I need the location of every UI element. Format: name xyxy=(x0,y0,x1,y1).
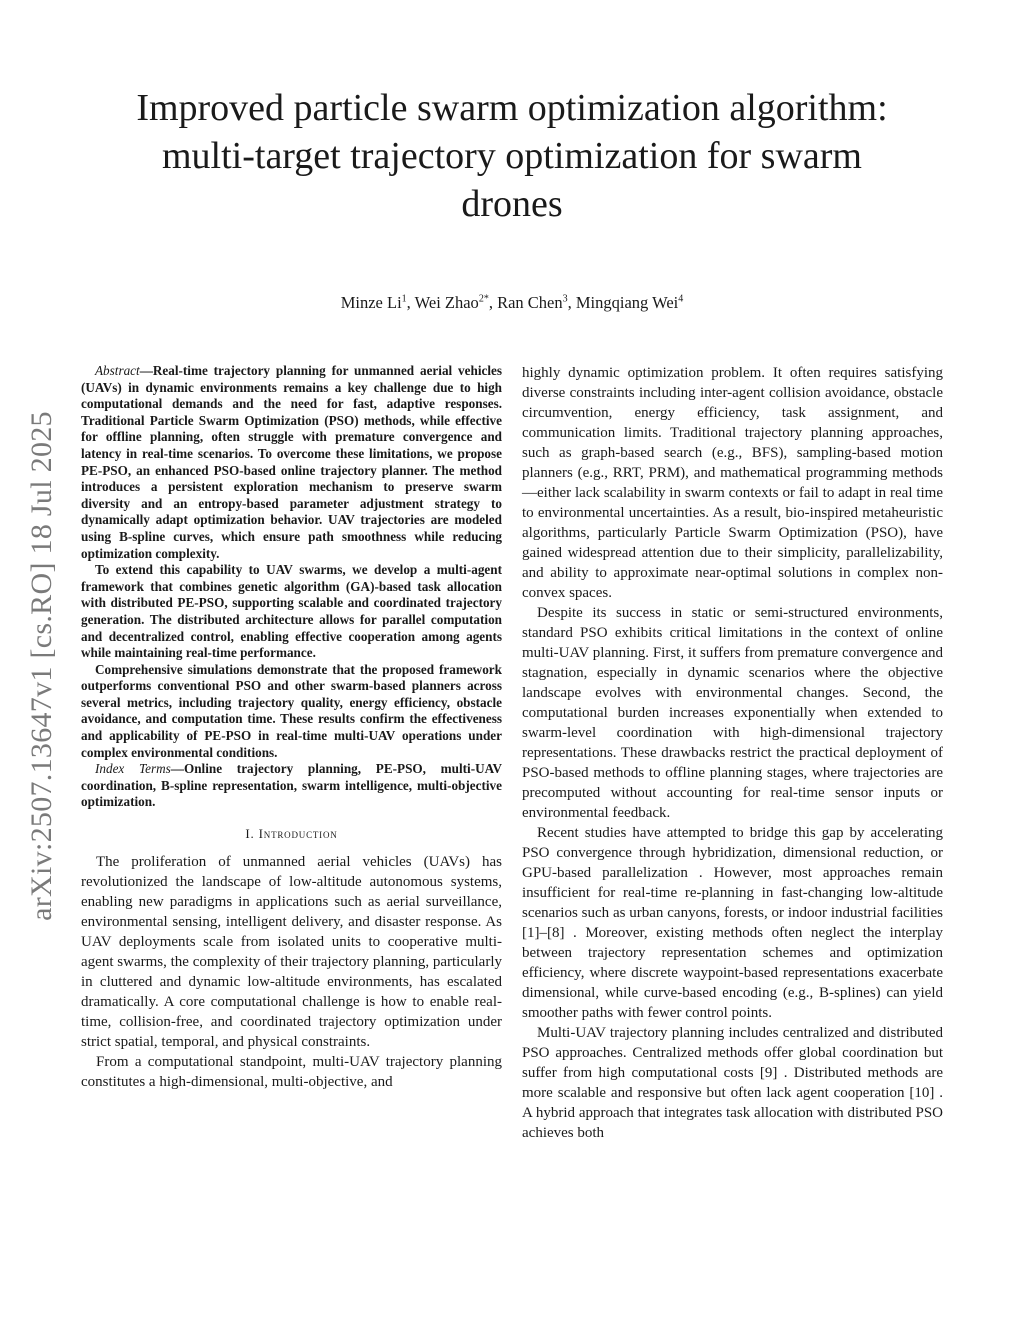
author-affiliation: 3 xyxy=(562,293,568,305)
author-list: Minze Li$^1$, Wei Zhao$^{2*}$, Ran Chen$^3$, Mingqiang Wei$^4$ xyxy=(340,293,684,312)
body-paragraph: The proliferation of unmanned aerial vehicles (UAVs) has revolutionized the landscape of low-altitude autonomous systems, enabling new paradigms in applications such as aerial surveillance, environmental sensing, intelligent delivery, and disaster response. As UAV deployments scale from isolated units to cooperative multi-agent swarms, the complexity of their trajectory planning, particularly in cluttered and dynamic low-altitude environments, has escalated dramatically. A core computational challenge is how to enable real-time, collision-free, and coordinated trajectory optimization under strict spatial, temporal, and physical constraints. xyxy=(81,854,502,1051)
body-paragraph: Recent studies have attempted to bridge this gap by accelerating PSO convergence through hybridization, dimensional reduction, or GPU-based parallelization . However, most approaches remain insufficient for real-time re-planning in fast-changing low-altitude scenarios such as urban canyons, forests, or indoor industrial facilities [1]–[8] . Moreover, existing methods often neglect the interplay between trajectory representation schemes and optimization efficiency, where discrete waypoint-based representations exacerbate dimensional, while curve-based encoding (e.g., B-splines) can yield smoother paths with fewer control points. xyxy=(522,825,943,1021)
title-line: multi-target trajectory optimization for swarm xyxy=(162,135,862,177)
left-column xyxy=(81,363,502,1092)
author-affiliation: 1 xyxy=(401,293,407,305)
abstract-paragraph: To extend this capability to UAV swarms, we develop a multi-agent framework that combines genetic algorithm (GA)-based task allocation with distributed PE-PSO, supporting scalable and coordinated trajectory generation. The distributed architecture allows for parallel computation and decentralized control, enabling effective cooperation among agents while maintaining real-time performance. xyxy=(81,562,502,661)
body-paragraph: Multi-UAV trajectory planning includes centralized and distributed PSO approaches. Centralized methods offer global coordination but suffer from high computational costs [9] . Distributed methods are more scalable and responsive but often lack agent cooperation [10] . A hybrid approach that integrates task allocation with distributed PSO achieves both xyxy=(522,1025,943,1141)
body-paragraph: highly dynamic optimization problem. It often requires satisfying diverse constraints including inter-agent collision avoidance, obstacle circumvention, energy efficiency, task assignment, and communication limits. Traditional trajectory planning approaches, such as graph-based search (e.g., BFS), sampling-based motion planners (e.g., RRT, PRM), and mathematical programming methods—either lack scalability in swarm contexts or fail to adapt in real time to environmental uncertainties. As a result, bio-inspired metaheuristic algorithms, particularly Particle Swarm Optimization (PSO), have gained widespread attention due to their simplicity, parallelizability, and ability to approximate near-optimal solutions in complex non-convex spaces. xyxy=(522,365,943,601)
title-line: Improved particle swarm optimization algorithm: xyxy=(136,87,888,129)
author-name: Minze Li xyxy=(340,293,402,312)
section-heading xyxy=(81,826,502,842)
abstract-label: Abstract xyxy=(95,363,140,378)
author-name: Ran Chen xyxy=(497,293,563,312)
body-paragraph: From a computational standpoint, multi-UAV trajectory planning constitutes a high-dimensional, multi-objective, and xyxy=(81,1054,502,1091)
author-affiliation: 4 xyxy=(678,293,684,305)
author-name: Wei Zhao xyxy=(414,293,479,312)
right-column xyxy=(522,363,943,1143)
abstract-paragraph: Abstract—Real-time trajectory planning for unmanned aerial vehicles (UAVs) in dynamic environments remains a key challenge due to high computational demands and the need for fast, adaptive responses. Traditional Particle Swarm Optimization (PSO) methods, while effective for offline planning, often struggle with premature convergence and latency in real-time scenarios. To overcome these limitations, we propose PE-PSO, an enhanced PSO-based online trajectory planner. The method introduces a persistent exploration mechanism to preserve swarm diversity and an entropy-based parameter adjustment strategy to dynamically adapt optimization behavior. UAV trajectories are modeled using B-spline curves, which ensure path smoothness while reducing optimization complexity. xyxy=(81,363,502,561)
abstract xyxy=(81,363,502,811)
author-affiliation: 2* xyxy=(478,293,489,305)
arxiv-identifier-stamp xyxy=(14,372,70,960)
title-line: drones xyxy=(461,183,563,225)
paper-title xyxy=(80,84,944,228)
abstract-paragraph: Comprehensive simulations demonstrate that the proposed framework outperforms conventional PSO and other swarm-based planners across several metrics, including trajectory quality, energy efficiency, obstacle avoidance, and computation time. These results confirm the effectiveness and applicability of PE-PSO in real-time multi-UAV operations under complex environmental conditions. xyxy=(81,661,502,760)
index-terms-label: Index Terms xyxy=(95,761,171,777)
author-name: Mingqiang Wei xyxy=(575,293,679,312)
section-title: Introduction xyxy=(258,826,338,842)
body-paragraph: Despite its success in static or semi-structured environments, standard PSO exhibits critical limitations in the context of online multi-UAV planning. First, it suffers from premature convergence and stagnation, especially in dynamic scenarios where the objective landscape evolves with environmental changes. Second, the computational burden increases exponentially when extended to swarm-level coordination with high-dimensional trajectory representations. These drawbacks restrict the practical deployment of PSO-based methods to offline planning stages, where trajectories are precomputed without accounting for real-time sensor inputs or environmental feedback. xyxy=(522,605,943,821)
section-number: I. xyxy=(245,826,255,842)
index-terms: Index Terms—Online trajectory planning, PE-PSO, multi-UAV coordination, B-spline representation, swarm intelligence, multi-objective optimization. xyxy=(81,761,502,810)
arxiv-identifier-text: arXiv:2507.13647v1 [cs.RO] 18 Jul 2025 xyxy=(25,411,59,921)
